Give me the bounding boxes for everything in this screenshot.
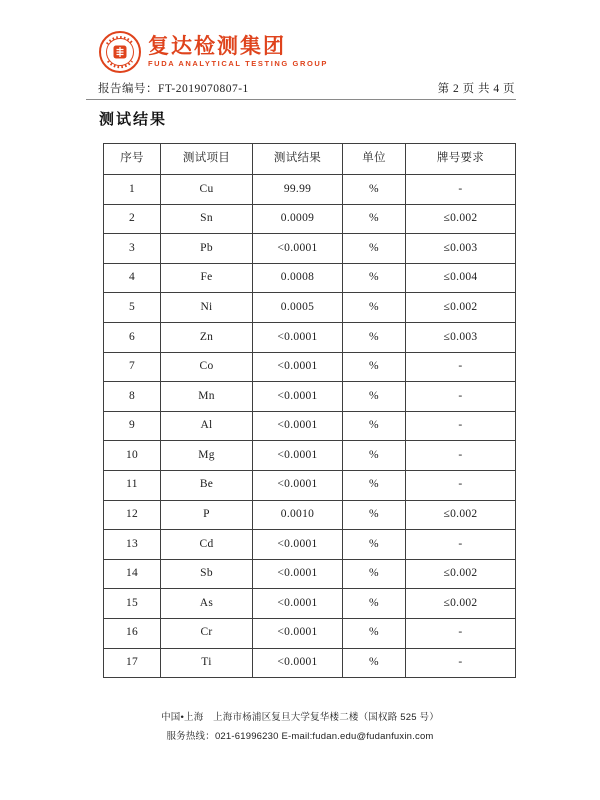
table-cell: <0.0001: [253, 234, 343, 264]
table-cell: <0.0001: [253, 648, 343, 678]
table-cell: 12: [104, 500, 161, 530]
table-cell: Fe: [161, 263, 253, 293]
table-cell: Al: [161, 411, 253, 441]
table-cell: 2: [104, 204, 161, 234]
table-cell: 6: [104, 322, 161, 352]
table-cell: Sb: [161, 559, 253, 589]
table-cell: Mg: [161, 441, 253, 471]
table-cell: %: [343, 411, 406, 441]
table-cell: -: [406, 382, 516, 412]
table-cell: %: [343, 382, 406, 412]
table-cell: %: [343, 559, 406, 589]
table-cell: ≤0.002: [406, 559, 516, 589]
footer-address: 中国•上海 上海市杨浦区复旦大学复华楼二楼（国权路 525 号）: [161, 712, 439, 723]
section-title: 测试结果: [99, 111, 168, 128]
table-cell: <0.0001: [253, 411, 343, 441]
table-row: [104, 175, 516, 205]
table-cell: -: [406, 648, 516, 678]
table-cell: 0.0008: [253, 263, 343, 293]
table-row: [104, 470, 516, 500]
table-cell: <0.0001: [253, 441, 343, 471]
table-cell: Be: [161, 470, 253, 500]
table-cell: 4: [104, 263, 161, 293]
column-header: 单位: [343, 144, 406, 175]
table-cell: Sn: [161, 204, 253, 234]
table-cell: P: [161, 500, 253, 530]
company-name-en: FUDA ANALYTICAL TESTING GROUP: [148, 59, 329, 69]
table-cell: ≤0.003: [406, 234, 516, 264]
column-header: 测试结果: [253, 144, 343, 175]
table-row: [104, 322, 516, 352]
table-cell: Mn: [161, 382, 253, 412]
table-cell: %: [343, 263, 406, 293]
table-cell: 10: [104, 441, 161, 471]
table-cell: Pb: [161, 234, 253, 264]
table-cell: ≤0.003: [406, 322, 516, 352]
table-row: [104, 618, 516, 648]
table-cell: 15: [104, 589, 161, 619]
table-cell: 0.0005: [253, 293, 343, 323]
table-cell: -: [406, 618, 516, 648]
table-cell: ≤0.004: [406, 263, 516, 293]
table-row: [104, 382, 516, 412]
table-cell: %: [343, 470, 406, 500]
table-row: [104, 589, 516, 619]
table-cell: 17: [104, 648, 161, 678]
table-cell: 8: [104, 382, 161, 412]
results-table: [103, 143, 516, 678]
table-cell: 16: [104, 618, 161, 648]
footer-contact: 服务热线：021-61996230 E-mail:fudan.edu@fudanfuxin.com: [166, 731, 434, 743]
table-cell: %: [343, 618, 406, 648]
table-row: [104, 441, 516, 471]
table-cell: -: [406, 530, 516, 560]
table-cell: 0.0009: [253, 204, 343, 234]
table-cell: 1: [104, 175, 161, 205]
table-cell: 11: [104, 470, 161, 500]
table-cell: %: [343, 204, 406, 234]
table-cell: <0.0001: [253, 382, 343, 412]
table-cell: %: [343, 352, 406, 382]
table-cell: <0.0001: [253, 322, 343, 352]
table-cell: Ti: [161, 648, 253, 678]
table-cell: %: [343, 500, 406, 530]
table-cell: Ni: [161, 293, 253, 323]
table-cell: <0.0001: [253, 352, 343, 382]
table-cell: %: [343, 530, 406, 560]
table-header-row: [104, 144, 516, 175]
table-cell: 9: [104, 411, 161, 441]
table-cell: Cd: [161, 530, 253, 560]
table-cell: ≤0.002: [406, 204, 516, 234]
table-cell: <0.0001: [253, 589, 343, 619]
table-cell: -: [406, 175, 516, 205]
table-cell: <0.0001: [253, 530, 343, 560]
table-cell: 13: [104, 530, 161, 560]
page-footer: [86, 708, 514, 747]
table-cell: 7: [104, 352, 161, 382]
table-cell: 99.99: [253, 175, 343, 205]
table-cell: <0.0001: [253, 559, 343, 589]
table-cell: -: [406, 470, 516, 500]
table-cell: ≤0.002: [406, 589, 516, 619]
table-cell: 5: [104, 293, 161, 323]
column-header: 测试项目: [161, 144, 253, 175]
table-cell: 0.0010: [253, 500, 343, 530]
table-cell: -: [406, 411, 516, 441]
table-cell: -: [406, 441, 516, 471]
page-indicator: 第 2 页 共 4 页: [437, 83, 515, 95]
table-cell: 3: [104, 234, 161, 264]
table-cell: %: [343, 234, 406, 264]
table-cell: Cu: [161, 175, 253, 205]
table-row: [104, 234, 516, 264]
table-row: [104, 204, 516, 234]
report-number: 报告编号：FT-2019070807-1: [98, 83, 249, 95]
table-row: [104, 411, 516, 441]
table-cell: Cr: [161, 618, 253, 648]
column-header: 牌号要求: [406, 144, 516, 175]
table-cell: 14: [104, 559, 161, 589]
table-cell: %: [343, 589, 406, 619]
table-cell: -: [406, 352, 516, 382]
table-cell: %: [343, 441, 406, 471]
header-divider: [86, 99, 516, 100]
table-row: [104, 263, 516, 293]
table-cell: <0.0001: [253, 470, 343, 500]
table-row: [104, 559, 516, 589]
company-seal-icon: [98, 30, 142, 74]
table-cell: <0.0001: [253, 618, 343, 648]
table-cell: Zn: [161, 322, 253, 352]
company-name-cn: 复达检测集团: [148, 35, 286, 59]
table-row: [104, 352, 516, 382]
table-cell: %: [343, 293, 406, 323]
table-row: [104, 530, 516, 560]
table-row: [104, 293, 516, 323]
table-cell: %: [343, 648, 406, 678]
table-row: [104, 500, 516, 530]
table-cell: %: [343, 175, 406, 205]
table-cell: Co: [161, 352, 253, 382]
table-row: [104, 648, 516, 678]
table-cell: As: [161, 589, 253, 619]
table-cell: ≤0.002: [406, 500, 516, 530]
column-header: 序号: [104, 144, 161, 175]
table-cell: %: [343, 322, 406, 352]
table-cell: ≤0.002: [406, 293, 516, 323]
company-logo: [98, 30, 328, 74]
